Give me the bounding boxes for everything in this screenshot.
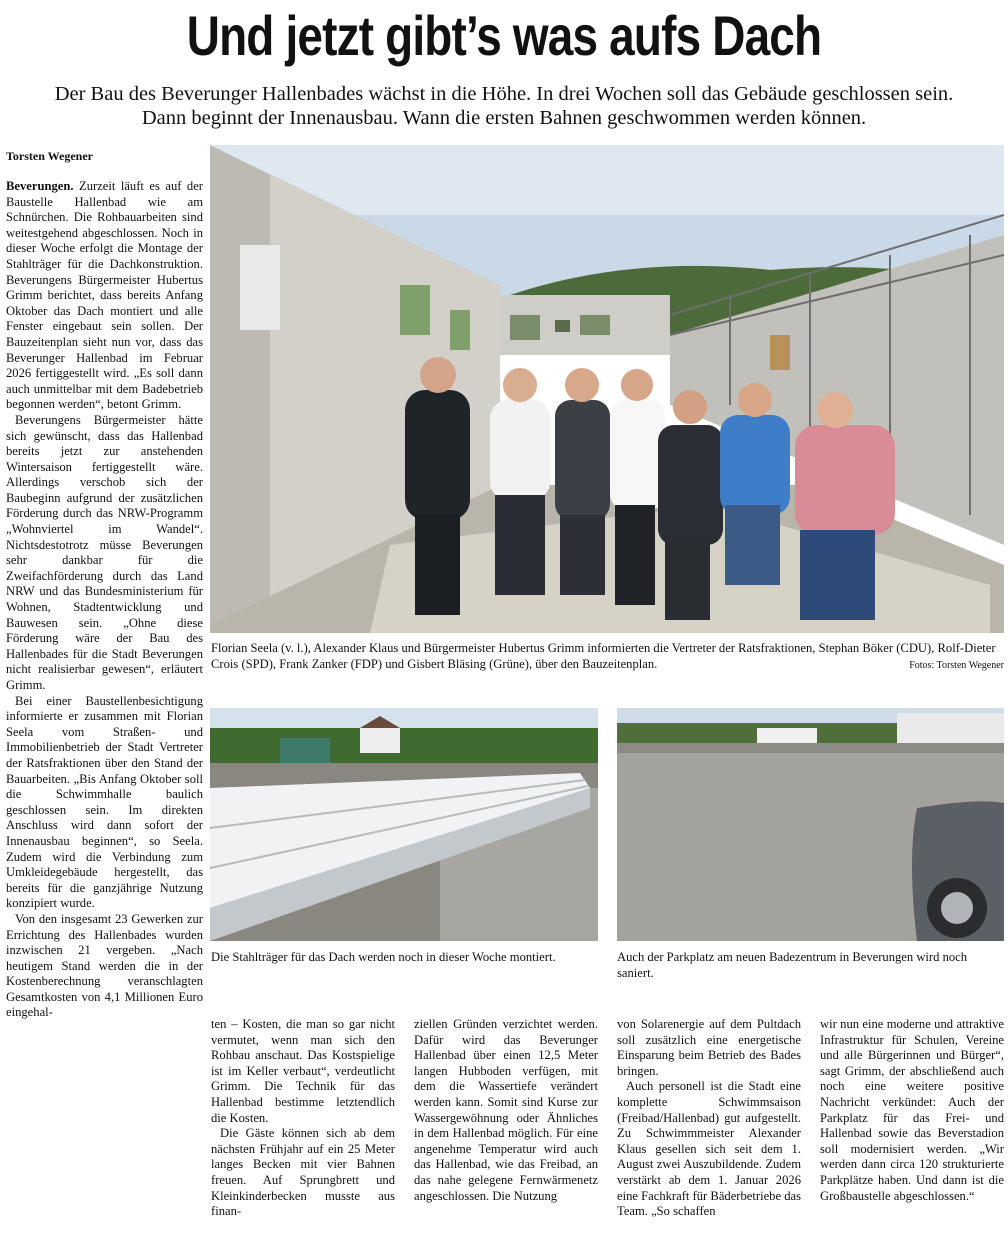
group-photo-construction-site [210,145,1004,633]
steel-beams-caption: Die Stahlträger für das Dach werden noch in dieser Woche montiert. [211,950,556,964]
article-column-3 [414,1017,598,1255]
article-column-2 [211,1017,395,1255]
article-column-4 [617,1017,801,1255]
paragraph: Die Gäste können sich ab dem nächsten Frühjahr auf ein 25 Meter langes Becken mit vier Bahnen freuen. Auf Sprungbrett und Kleinkinderbecken musste aus finan- [211,1126,395,1219]
paragraph: Bei einer Baustellenbesichtigung informierte er zusammen mit Florian Seela vom Straßen- und Immobilienbetrieb der Stadt Vertreter der Ratsfraktionen über den Stand der Bauarbeiten. „Bis Anfang Oktober soll die Schwimmhalle baulich geschlossen sein. Im direkten Anschluss wird dann sofort der Innenausbau beginnen“, so Seela. Zudem wird die Verbindung zum Umkleidegebäude hergestellt, das bereits für die ganzjährige Nutzung konzipiert wurde. [6,693,203,911]
steel-beams-photo [210,708,598,941]
main-photo-caption [211,640,1004,674]
dateline: Beverungen. [6,179,74,193]
parking-lot-photo [617,708,1004,941]
paragraph: wir nun eine moderne und attraktive Infrastruktur für Schulen, Vereine und alle Bürgerinnen und Bürger“, sagt Grimm, der abschließend auch noch eine weitere positive Nachricht verkündet: Auch der Parkplatz für das Frei- und Hallenbad sowie das Beverstadion soll modernisiert werden. „Wir werden dann circa 120 strukturierte Parkplätze haben. Und dann ist die Großbaustelle abgeschlossen.“ [820,1017,1004,1203]
paragraph: Von den insgesamt 23 Gewerken zur Errichtung des Hallenbades wurden inzwischen 21 vergeben. „Nach heutigem Stand werden die in der Kostenberechnung veranschlagten Gesamtkosten von 4,1 Millionen Euro eingehal- [6,911,203,1020]
article-column-5 [820,1017,1004,1255]
paragraph [6,179,203,413]
photo-credit: Fotos: Torsten Wegener [909,660,1004,671]
subhead-line-2: Dann beginnt der Innenausbau. Wann die ersten Bahnen geschwommen werden können. [141,107,867,129]
paragraph-text: Zurzeit läuft es auf der Baustelle Hallenbad wie am Schnürchen. Die Rohbauarbeiten sind weitestgehend abgeschlossen. Noch in dieser Woche erfolgt die Montage der Stahlträger für die Dachkonstruktion. Beverungens Bürgermeister Hubertus Grimm berichtet, dass bereits Anfang Oktober das Dach montiert und alle Fenster eingebaut sein sollen. Der Bauzeitenplan sieht nun vor, dass das Beverunger Hallenbad im Februar 2026 fertiggestellt wird. „Es soll dann auch unmittelbar mit dem Badebetrieb begonnen werden“, betont Grimm. [6,179,203,412]
paragraph: von Solarenergie auf dem Pultdach soll zusätzlich eine energetische Einsparung beim Betrieb des Bades bringen. [617,1017,801,1078]
article-column-1 [6,179,203,1254]
parking-lot-caption: Auch der Parkplatz am neuen Badezentrum in Beverungen wird noch saniert. [617,950,968,980]
paragraph: Auch personell ist die Stadt eine komplette Schwimmsaison (Freibad/Hallenbad) gut aufgestellt. Zu Schwimmmeister Alexander Klaus gesellen sich seit dem 1. August zwei Auszubildende. Zudem verstärkt ab dem 1. Januar 2026 eine Fachkraft für Bäderbetriebe das Team. „So schaffen [617,1079,801,1219]
subhead-line-1: Der Bau des Beverunger Hallenbades wächst in die Höhe. In drei Wochen soll das Gebäude geschlossen sein. [54,83,954,105]
paragraph: Beverungens Bürgermeister hätte sich gewünscht, dass das Hallenbad bereits jetzt zur anstehenden Wintersaison fertiggestellt wäre. Allerdings verschob sich der Baubeginn aufgrund der zusätzlichen Förderung durch das NRW-Programm „Wohnviertel im Wandel“. Nichtsdestotrotz müsse Beverungen sehr dankbar für die Zweifachförderung durch das Land NRW und das Bundesministerium für Wohnen, Stadtentwicklung und Bauwesen sein. „Ohne diese Förderung wäre der Bau des Hallenbades für die Stadt Beverungen nicht realisierbar gewesen“, erläutert Grimm. [6,412,203,692]
caption-text: Florian Seela (v. l.), Alexander Klaus und Bürgermeister Hubertus Grimm informierten die Vertreter der Ratsfraktionen, Stephan Böker (CDU), Rolf-Dieter Crois (SPD), Frank Zanker (FDP) und Gisbert Bläsing (Grüne), über den Bauzeitenplan. [211,641,996,671]
paragraph: ziellen Gründen verzichtet werden. Dafür wird das Beverunger Hallenbad über einen 12,5 Meter langen Hubboden verfügen, mit dem die Wassertiefe verändert werden kann. Somit sind Kurse zur Wassergewöhnung oder Ähnliches in dem Hallenbad möglich. Für eine angenehme Temperatur wird auch das Hallenbad, wie das Freibad, an das nahe gelegene Fernwärmenetz angeschlossen. Die Nutzung [414,1017,598,1203]
headline: Und jetzt gibt’s was aufs Dach [186,4,822,67]
subheadline [0,82,1008,130]
paragraph: ten – Kosten, die man so gar nicht vermutet, wenn man sich den Rohbau anschaut. Das Kostspielige ist im Keller verbaut“, verdeutlicht Grimm. Die Technik für das Hallenbad bestimme letztendlich die Kosten. [211,1017,395,1125]
author-byline: Torsten Wegener [6,149,93,163]
